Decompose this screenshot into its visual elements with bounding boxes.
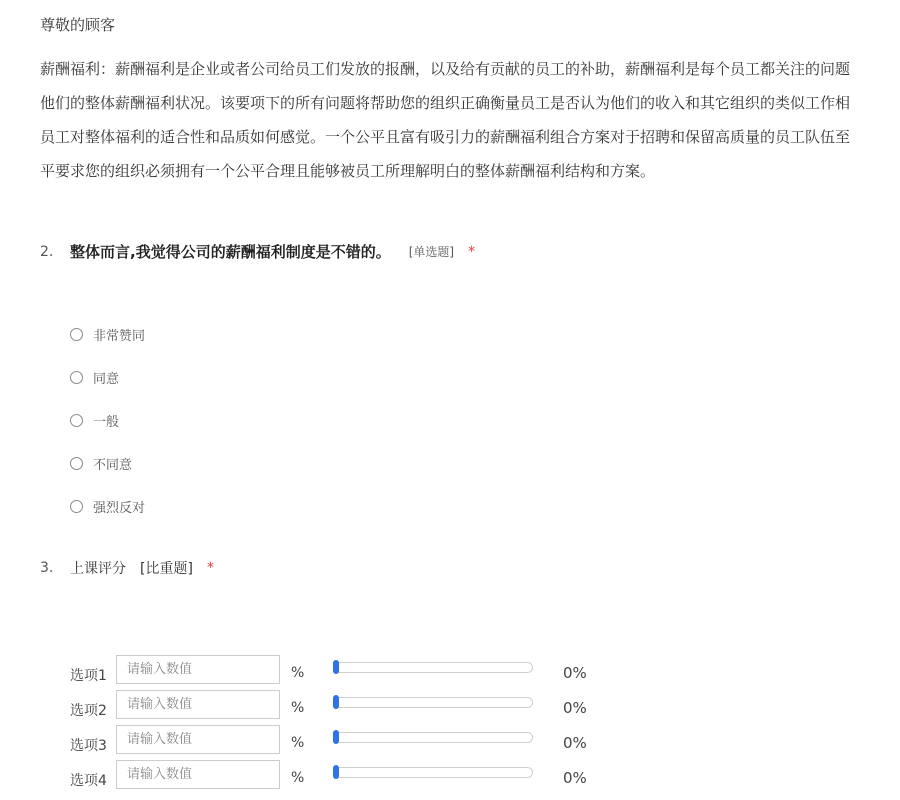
intro-line: 员工对整体福利的适合性和品质如何感觉。一个公平且富有吸引力的薪酬福利组合方案对于招聘和保留高质量的员工队伍至 [40,128,851,146]
question-type-tag: [比重题] [140,561,193,577]
radio-button[interactable] [70,414,83,427]
required-marker: * [206,560,214,576]
percent-unit: % [291,665,305,681]
option-强烈反对[interactable] [70,485,145,528]
radio-button[interactable] [70,328,83,341]
ratio-slider-handle[interactable] [333,730,339,744]
question-3-ratio-rows [70,655,630,795]
ratio-percent-value: 0% [563,699,587,717]
ratio-slider-handle[interactable] [333,765,339,779]
ratio-slider-track[interactable] [333,767,533,778]
ratio-value-input[interactable] [116,690,280,719]
option-label: 一般 [93,415,120,430]
question-number: 3. [40,560,54,576]
question-type-tag: [单选题] [408,245,455,259]
intro-line: 平要求您的组织必须拥有一个公平合理且能够被员工所理解明白的整体薪酬福利结构和方案。 [40,162,656,180]
ratio-slider-track[interactable] [333,662,533,673]
ratio-option-label: 选项4 [70,773,107,789]
ratio-slider-track[interactable] [333,732,533,743]
option-label: 非常赞同 [93,329,146,344]
ratio-value-input[interactable] [116,725,280,754]
radio-button[interactable] [70,500,83,513]
intro-paragraph [40,52,900,188]
option-一般[interactable] [70,399,145,442]
ratio-slider-handle[interactable] [333,660,339,674]
percent-unit: % [291,700,305,716]
question-title: 整体而言,我觉得公司的薪酬福利制度是不错的。 [70,243,391,261]
ratio-value-input[interactable] [116,655,280,684]
option-不同意[interactable] [70,442,145,485]
radio-button[interactable] [70,371,83,384]
option-label: 不同意 [93,458,133,473]
option-label: 强烈反对 [93,501,146,516]
ratio-row [70,655,630,690]
ratio-row [70,690,630,725]
question-2-header [40,241,475,262]
option-非常赞同[interactable] [70,313,145,356]
option-同意[interactable] [70,356,145,399]
ratio-percent-value: 0% [563,769,587,787]
question-3-header [40,558,214,578]
ratio-row [70,725,630,760]
ratio-option-label: 选项2 [70,703,107,719]
ratio-option-label: 选项3 [70,738,107,754]
question-2-options [70,313,145,528]
question-title: 上课评分 [70,561,126,577]
greeting-text: 尊敬的顾客 [40,16,116,34]
ratio-row [70,760,630,795]
required-marker: * [468,243,476,260]
intro-line: 薪酬福利：薪酬福利是企业或者公司给员工们发放的报酬，以及给有贡献的员工的补助，薪酬福利是每个员工都关注的问题 [40,60,851,78]
ratio-option-label: 选项1 [70,668,107,684]
question-number: 2. [40,243,54,260]
ratio-slider-track[interactable] [333,697,533,708]
percent-unit: % [291,735,305,751]
ratio-percent-value: 0% [563,664,587,682]
percent-unit: % [291,770,305,786]
intro-line: 他们的整体薪酬福利状况。该要项下的所有问题将帮助您的组织正确衡量员工是否认为他们的收入和其它组织的类似工作相 [40,94,851,112]
radio-button[interactable] [70,457,83,470]
option-label: 同意 [93,372,120,387]
ratio-percent-value: 0% [563,734,587,752]
ratio-value-input[interactable] [116,760,280,789]
ratio-slider-handle[interactable] [333,695,339,709]
